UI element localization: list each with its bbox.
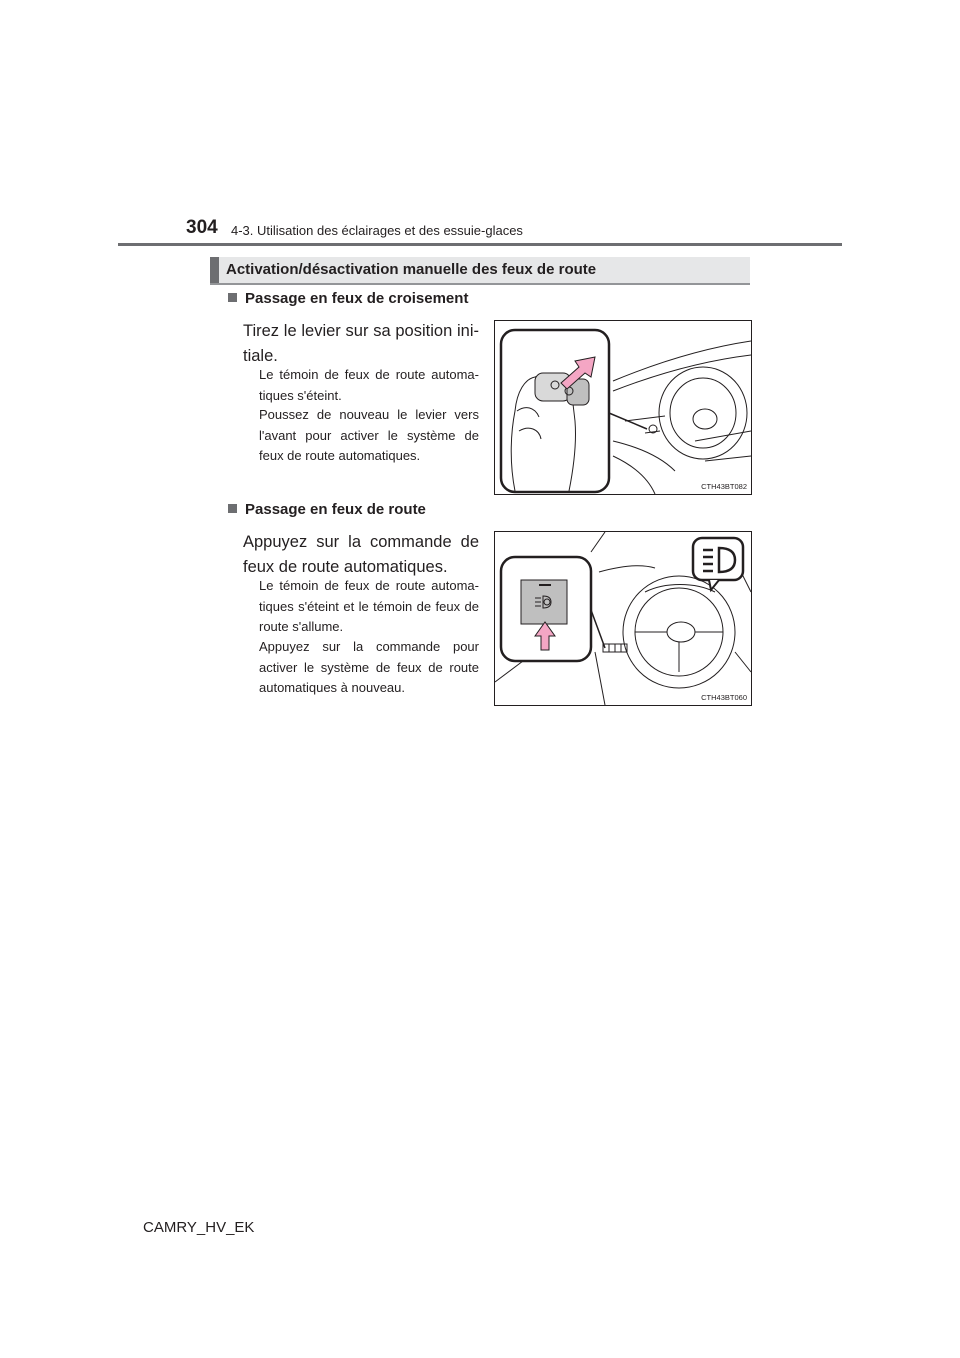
note-text: Le témoin de feux de route automa-tiques s'éteint. [259, 367, 479, 403]
block-heading-low-beam [228, 290, 468, 307]
step-text: Tirez le levier sur sa position ini-tiale. [243, 322, 479, 365]
figure-code: CTH43BT060 [701, 693, 747, 702]
header-rule [118, 243, 842, 246]
figure-code: CTH43BT082 [701, 482, 747, 491]
dashboard-illustration [495, 532, 751, 705]
lever-hand-illustration [495, 321, 751, 494]
block-heading-text: Passage en feux de route [245, 501, 426, 518]
footer-model-code: CAMRY_HV_EK [143, 1219, 255, 1236]
figure-auto-high-beam-switch [494, 531, 752, 706]
section-title: Activation/désactivation manuelle des feux de route [226, 261, 597, 278]
step-text: Appuyez sur la commande de feux de route automatiques. [243, 533, 479, 576]
note-text: Le témoin de feux de route automa-tiques s'éteint et le témoin de feux de route s'allume. [259, 578, 479, 634]
note-text: Appuyez sur la commande pour activer le système de feux de route automatiques à nouveau. [259, 639, 479, 695]
note-text: Poussez de nouveau le levier vers l'avant pour activer le système de feux de route automatiques. [259, 407, 479, 463]
section-accent [210, 257, 219, 283]
chapter-title: 4-3. Utilisation des éclairages et des essuie-glaces [231, 223, 523, 238]
section-title-bar [210, 257, 750, 285]
square-bullet-icon [228, 504, 237, 513]
figure-lever-pull [494, 320, 752, 495]
block-heading-high-beam [228, 501, 426, 518]
square-bullet-icon [228, 293, 237, 302]
block-heading-text: Passage en feux de croisement [245, 290, 469, 307]
page-number: 304 [186, 217, 218, 238]
